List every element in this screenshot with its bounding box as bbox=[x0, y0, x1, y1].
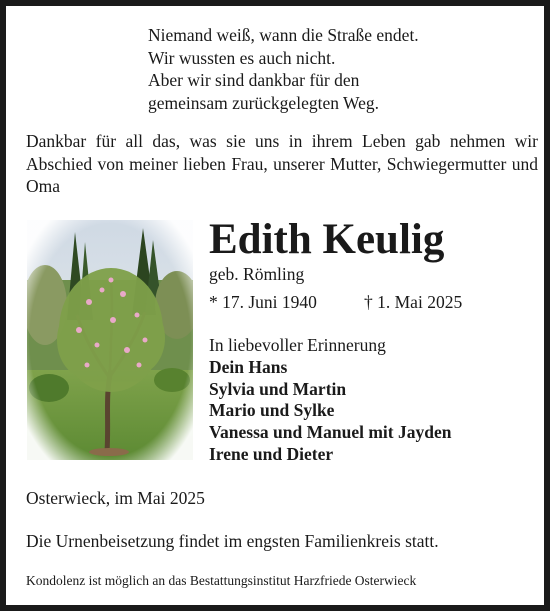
birth-date: * 17. Juni 1940 bbox=[209, 292, 317, 312]
memory-intro: In liebevoller Erinnerung bbox=[209, 335, 386, 355]
survivor-name: Dein Hans bbox=[209, 357, 288, 377]
survivor-name: Sylvia und Martin bbox=[209, 378, 347, 399]
tree-photo bbox=[27, 220, 193, 460]
intro-text: Dankbar für all das, was sie uns in ihrem Leben gab nehmen wir Abschied von meiner lieben Frau, unserer Mutter, Schwiegermutter und Oma bbox=[26, 131, 538, 196]
place-date: Osterwieck, im Mai 2025 bbox=[26, 488, 205, 508]
poem-line: Aber wir sind dankbar für den bbox=[148, 70, 360, 90]
maiden-name: geb. Römling bbox=[209, 264, 305, 284]
deceased-name: Edith Keulig bbox=[209, 216, 445, 263]
death-date: † 1. Mai 2025 bbox=[364, 292, 463, 312]
poem-line: Niemand weiß, wann die Straße endet. bbox=[148, 25, 419, 45]
poem-line: Wir wussten es auch nicht. bbox=[148, 47, 336, 68]
survivor-name: Vanessa und Manuel mit Jayden bbox=[209, 422, 452, 443]
burial-note: Die Urnenbeisetzung findet im engsten Familienkreis statt. bbox=[26, 531, 439, 551]
survivor-name: Mario und Sylke bbox=[209, 400, 335, 421]
poem-line: gemeinsam zurückgelegten Weg. bbox=[148, 92, 380, 113]
life-dates bbox=[209, 291, 463, 313]
poem bbox=[148, 24, 419, 114]
survivor-name: Irene und Dieter bbox=[209, 443, 334, 464]
condolence-note: Kondolenz ist möglich an das Bestattungsinstitut Harzfriede Osterwieck bbox=[26, 573, 417, 588]
survivors-list bbox=[209, 357, 451, 466]
